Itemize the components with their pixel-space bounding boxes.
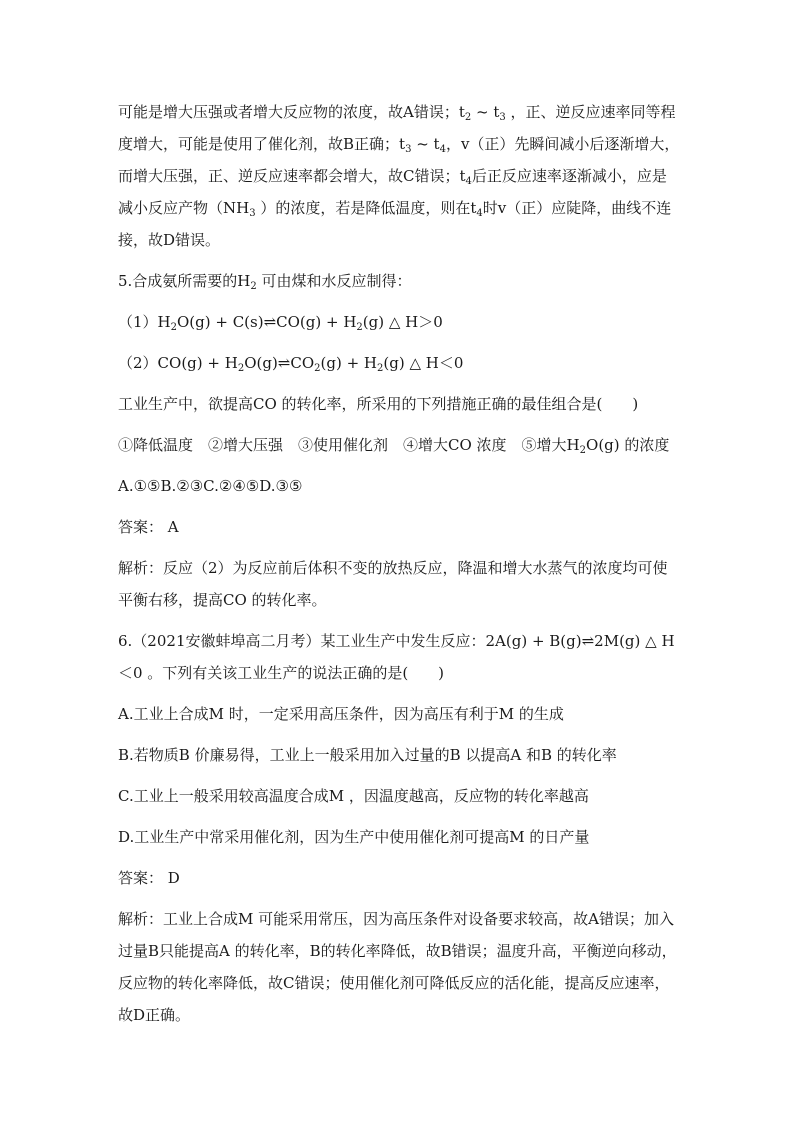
q6-option-c: C.工业上一般采用较高温度合成M ，因温度越高，反应物的转化率越高 xyxy=(118,787,589,805)
q6-option-a: A.工业上合成M 时，一定采用高压条件，因为高压有利于M 的生成 xyxy=(118,705,564,723)
q5-stem: 5.合成氨所需要的$H_2$ 可由煤和水反应制得： xyxy=(118,272,412,292)
q6-option-d: D.工业生产中常采用催化剂，因为生产中使用催化剂可提高M 的日产量 xyxy=(118,828,590,846)
document-page xyxy=(118,96,680,1031)
q5-options: A.①⑤B.②③C.②④⑤D.③⑤ xyxy=(118,477,303,495)
q6-stem: 6.（2021安徽蚌埠高二月考）某工业生产中发生反应：2A(g) + B(g)⇌2M(g) △ H＜0 。下列有关该工业生产的说法正确的是( ) xyxy=(118,632,675,682)
analysis-continuation: 可能是增大压强或者增大反应物的浓度，故A错误；$t_2$ ~ $t_3$ ，正、逆反应速率同等程度增大，可能是使用了催化剂，故B正确；$t_3$ ~ $t_4$，v（正）先瞬间减小后逐渐增大，而增大压强，正、逆反应速率都会增大，故C错误；$t_4$后正反应速率逐渐减小，应是减小反应产物（$NH_3$ ）的浓度，若是降低温度，则在$t_4$时v（正）应陡降，曲线不连接，故D错误。 xyxy=(118,103,680,249)
q5-equation-2: $(2)CO(g) + H_2O(g)\rightleftharpoons CO_2(g) + H_2(g)$ △ H＜0 xyxy=(118,354,464,374)
q6-answer: 答案： D xyxy=(118,869,180,887)
q6-analysis: 解析：工业上合成M 可能采用常压，因为高压条件对设备要求较高，故A错误；加入过量B只能提高A 的转化率，B的转化率降低，故B错误；温度升高，平衡逆向移动，反应物的转化率降低，故C错误；使用催化剂可降低反应的活化能，提高反应速率，故D正确。 xyxy=(118,910,677,1024)
q5-question: 工业生产中，欲提高CO 的转化率，所采用的下列措施正确的最佳组合是( ) xyxy=(118,395,639,413)
q6-option-b: B.若物质B 价廉易得，工业上一般采用加入过量的B 以提高A 和B 的转化率 xyxy=(118,746,617,764)
q5-answer: 答案： A xyxy=(118,518,179,536)
q5-equation-1: $(1)H_2O(g)$ + C(s)⇌CO(g) + $H_2(g)$ △ H＞0 xyxy=(118,313,443,333)
q5-measures: ①降低温度 ②增大压强 ③使用催化剂 ④增大CO 浓度 ⑤增大$H_2O(g)$ 的浓度 xyxy=(118,436,670,456)
q5-analysis: 解析：反应（2）为反应前后体积不变的放热反应，降温和增大水蒸气的浓度均可使平衡右移，提高CO 的转化率。 xyxy=(118,559,668,609)
